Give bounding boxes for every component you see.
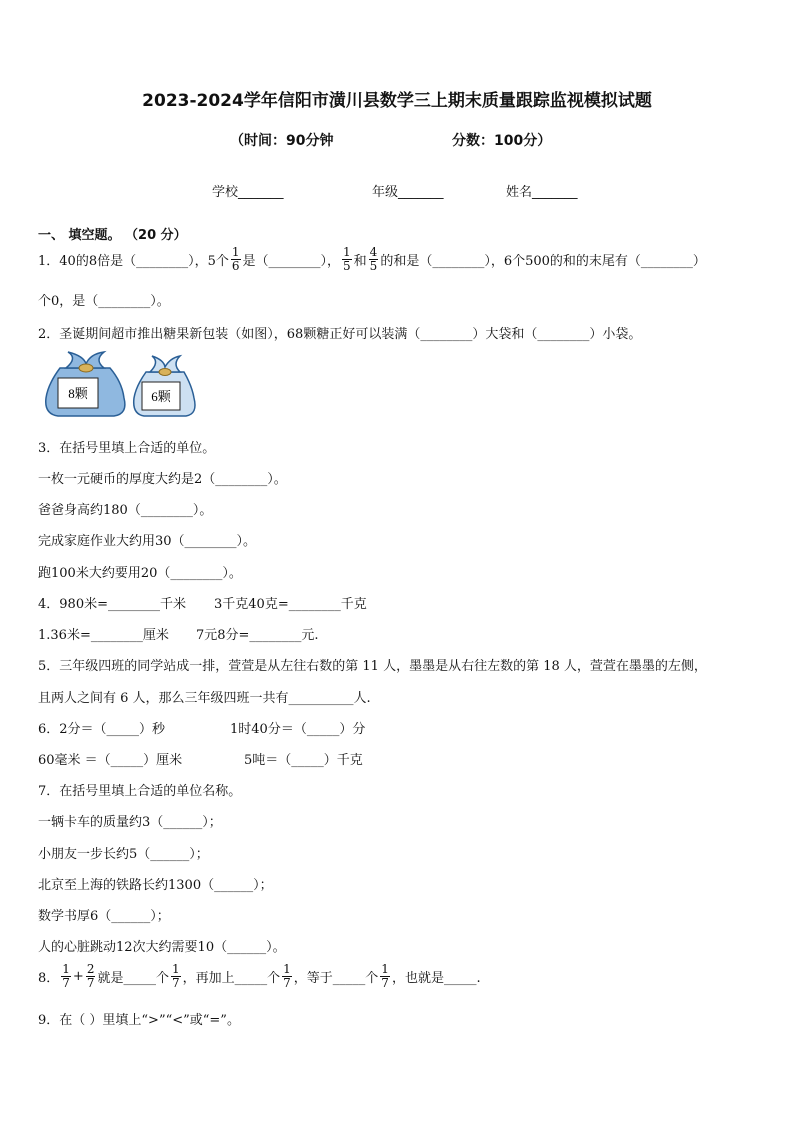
fraction-1-5 bbox=[342, 246, 352, 273]
question-4-c: 1.36米=________厘米 bbox=[38, 628, 169, 643]
frac-den: 7 bbox=[86, 976, 95, 990]
frac-num: 1 bbox=[171, 962, 180, 976]
section-heading: 一、 填空题。 （20 分） bbox=[38, 228, 187, 243]
fraction-1-7 bbox=[61, 963, 71, 990]
question-7-line2: 小朋友一步长约5（______）； bbox=[38, 847, 209, 862]
frac-num: 1 bbox=[343, 245, 351, 259]
fraction-2-7 bbox=[86, 963, 96, 990]
q8-text-c: ，等于_____个 bbox=[293, 971, 379, 986]
school-field: 学校_______ bbox=[212, 185, 284, 200]
q1-text-d: 的和是（________），6个500的和的末尾有（________） bbox=[380, 254, 706, 269]
question-7-line4: 数学书厚6（______）； bbox=[38, 909, 170, 924]
small-bag-label: 6颗 bbox=[151, 389, 171, 404]
fraction-1-6 bbox=[231, 246, 241, 273]
question-3-line1: 一枚一元硬币的厚度大约是2（________）。 bbox=[38, 472, 287, 487]
question-1 bbox=[38, 246, 706, 273]
question-3-line2: 爸爸身高约180（________）。 bbox=[38, 503, 213, 518]
question-6-d: 5吨＝（_____）千克 bbox=[244, 753, 363, 768]
big-bag-label: 8颗 bbox=[68, 386, 88, 401]
frac-den: 5 bbox=[343, 259, 351, 273]
question-4-d: 7元8分=________元. bbox=[196, 628, 319, 643]
fraction-1-7 bbox=[171, 963, 181, 990]
fraction-1-7 bbox=[282, 963, 292, 990]
question-1-line2: 个0，是（________）。 bbox=[38, 294, 170, 309]
question-5-line1: 5．三年级四班的同学站成一排，萱萱是从左往右数的第 11 人，墨墨是从右往左数的第 18 人，萱萱在墨墨的左侧， bbox=[38, 659, 707, 674]
big-bag bbox=[46, 352, 125, 416]
exam-time: （时间：90分钟 bbox=[230, 133, 334, 149]
q1-text-c: 和 bbox=[353, 254, 367, 269]
frac-num: 2 bbox=[86, 962, 95, 976]
frac-den: 6 bbox=[231, 259, 240, 273]
question-7-line5: 人的心脏跳动12次大约需要10（______）。 bbox=[38, 940, 286, 955]
frac-num: 1 bbox=[231, 245, 240, 259]
question-4-b: 3千克40克=________千克 bbox=[214, 597, 367, 612]
small-bag bbox=[134, 356, 195, 416]
candy-bags-figure bbox=[38, 348, 208, 420]
frac-num: 1 bbox=[381, 962, 389, 976]
fraction-1-7 bbox=[380, 963, 390, 990]
frac-den: 7 bbox=[62, 976, 70, 990]
grade-field: 年级_______ bbox=[372, 185, 444, 200]
question-5-line2: 且两人之间有 6 人，那么三年级四班一共有__________人. bbox=[38, 691, 371, 706]
question-8 bbox=[38, 963, 481, 990]
question-7-line3: 北京至上海的铁路长约1300（______）； bbox=[38, 878, 273, 893]
name-field: 姓名_______ bbox=[506, 185, 578, 200]
q8-plus: + bbox=[72, 969, 84, 984]
question-4-a: 4．980米=________千米 bbox=[38, 597, 186, 612]
exam-score: 分数：100分） bbox=[452, 133, 552, 149]
question-7-line1: 一辆卡车的质量约3（______）； bbox=[38, 815, 222, 830]
question-3-heading: 3．在括号里填上合适的单位。 bbox=[38, 441, 216, 456]
q8-prefix: 8． bbox=[38, 971, 60, 986]
q8-text-b: ，再加上_____个 bbox=[182, 971, 281, 986]
frac-den: 7 bbox=[283, 976, 291, 990]
question-9: 9．在（ ）里填上“>”“<”或“=”。 bbox=[38, 1013, 240, 1028]
frac-num: 1 bbox=[283, 962, 291, 976]
q1-text-a: 1．40的8倍是（________），5个 bbox=[38, 254, 229, 269]
page-title: 2023-2024学年信阳市潢川县数学三上期末质量跟踪监视模拟试题 bbox=[142, 91, 652, 111]
question-3-line3: 完成家庭作业大约用30（________）。 bbox=[38, 534, 257, 549]
question-6-c: 60毫米 ＝（_____）厘米 bbox=[38, 753, 183, 768]
q8-text-a: 就是_____个 bbox=[97, 971, 169, 986]
q1-text-b: 是（________）， bbox=[242, 254, 341, 269]
frac-num: 1 bbox=[62, 962, 70, 976]
question-3-line4: 跑100米大约要用20（________）。 bbox=[38, 566, 242, 581]
frac-den: 7 bbox=[381, 976, 389, 990]
frac-num: 4 bbox=[369, 245, 378, 259]
frac-den: 7 bbox=[171, 976, 180, 990]
frac-den: 5 bbox=[369, 259, 378, 273]
question-6-b: 1时40分＝（_____）分 bbox=[230, 722, 366, 737]
q8-text-d: ，也就是_____. bbox=[391, 971, 481, 986]
question-6-a: 6．2分＝（_____）秒 bbox=[38, 722, 166, 737]
question-7-heading: 7．在括号里填上合适的单位名称。 bbox=[38, 784, 242, 799]
fraction-4-5 bbox=[369, 246, 379, 273]
question-2: 2．圣诞期间超市推出糖果新包装（如图），68颗糖正好可以装满（________）大袋和（________）小袋。 bbox=[38, 327, 642, 342]
